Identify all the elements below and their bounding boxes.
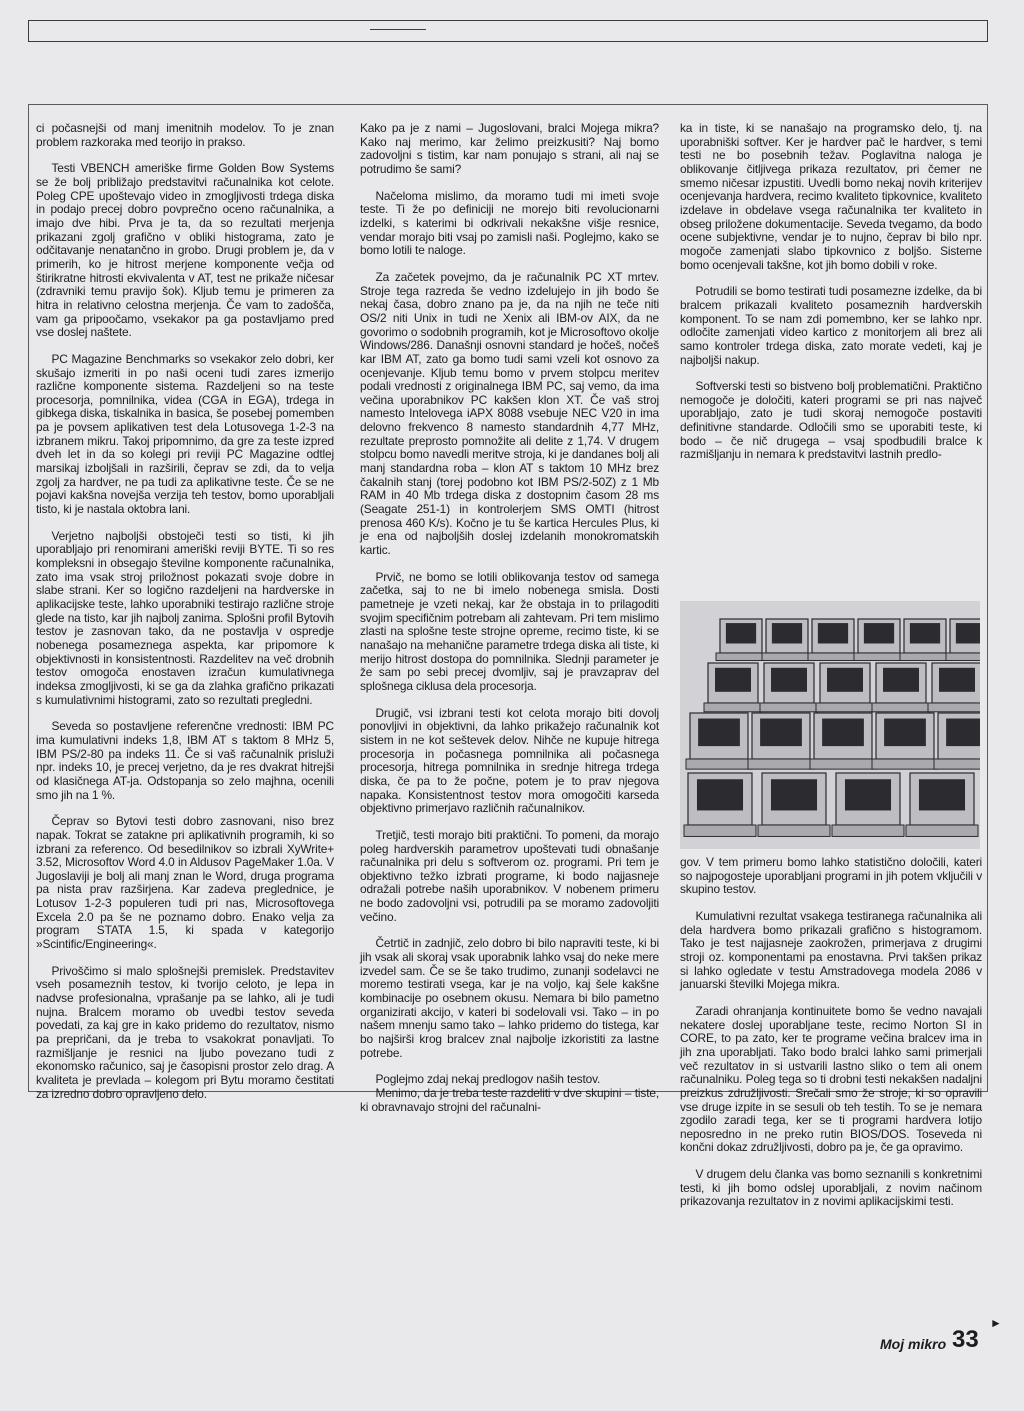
computers-photo-drawing: [680, 601, 980, 849]
paragraph: Načeloma mislimo, da moramo tudi mi imeti svoje teste. Ti že po definiciji ne morejo biti revolucionarni izdelki, s katerimi bi odkrivali nekakšne višje resnice, vendar morajo biti vsaj po zamisli naši. Poglejmo, kako se bomo lotili te naloge.: [360, 188, 659, 258]
monitor-screen: [771, 668, 807, 692]
paragraph: Verjetno najboljši obstoječi testi so tisti, ki jih uporabljajo pri renomirani ameriški reviji BYTE. Ti so res kompleksni in obsegajo številne komponente računalnika, zato ima vsak stroj priložnost pokazati svoje dobre in slabe strani. Ker so logično razdeljeni na hardverske in aplikacijske teste, lahko uporabniki testirajo različne stroje glede na tisto, kar jih najbolj zanima. Splošni profil Bytovih testov je zasnovan tako, da ne postavlja v ospredje nobenega posameznega aspekta, kar pripomore k objektivnosti in konsistentnosti. Razdelitev na več drobnih testov omogoča enostaven izračun kumulativnega indeksa zmogljivosti, ki se ga da zlahka grafično prikazati s kumulativnimi histogrami, zato so rezultati pregledni.: [36, 528, 334, 707]
system-unit: [906, 825, 978, 836]
system-unit: [716, 653, 766, 660]
paragraph: ci počasnejši od manj imenitnih modelov. To je znan problem razkoraka med teorijo in prakso.: [36, 121, 334, 149]
monitor-screen: [772, 623, 802, 643]
paragraph: ka in tiste, ki se nanašajo na programsko delo, tj. na uporabniški softver. Ker je hardver pač le hardver, s temi testi ne bo posebnih težav. Poglavitna naloga je oblikovanje čitljivega prikaza rezultatov, pri čemer ne smemo ničesar izpustiti. Uvedli bomo nekaj novih kriterijev ocenjevanja hardvera, recimo kvaliteto tipkovnice, kvaliteto izdelave in obdelave vsega računalnika ter kvaliteto in obseg priložene dokumentacije. Seveda tvegamo, da bodo ocene subjektivne, vendar je to nujno, čeprav bi bilo npr. mogoče zamenjati slabo tipkovnico z boljšo. Sisteme bomo ocenjevali takšne, kot jih bomo dobili v roke.: [680, 121, 982, 272]
page-number: 33: [952, 1326, 979, 1353]
paragraph: Drugič, vsi izbrani testi kot celota morajo biti dovolj ponovljivi in objektivni, da lahko prikažejo računalnik kot sistem in ne kot seštevek delov. Nihče ne kupuje hitrega procesorja in počasnega pomnilnika ali počasnega procesorja, hitrega pomnilnika in srednje hitrega trdega diska, če pa to že počne, potem je to prav njegova napaka. Konsistentnost testov mora omogočiti karseda objektivno primerjavo različnih računalnikov.: [360, 705, 659, 816]
system-unit: [946, 653, 980, 660]
header-box: [28, 20, 988, 42]
monitor-screen: [845, 779, 891, 810]
paragraph: Čeprav so Bytovi testi dobro zasnovani, niso brez napak. Tokrat se zatakne pri aplikativnih programih, ki so izbrani za referenco. Od besedilnikov so izbrali XyWrite+ 3.52, Microsoftov Word 4.0 in Aldusov PageMaker 1.0a. V Jugoslaviji je bolj ali manj znan le Word, druga programa pa nista prav razširjena. Kar zadeva preglednice, je Lotusov 1-2-3 populeren tudi pri nas, Microsoftovega Excela 2.0 pa še ne poznamo dobro. Enako velja za program STATA 1.5, ki spada v kategorijo »Scintific/Engineering«.: [36, 814, 334, 952]
system-unit: [762, 653, 812, 660]
monitor-screen: [827, 668, 863, 692]
monitor-screen: [956, 623, 980, 643]
system-unit: [810, 759, 876, 769]
monitor-screen: [818, 623, 848, 643]
monitor-screen: [939, 668, 975, 692]
system-unit: [854, 653, 904, 660]
monitor-screen: [864, 623, 894, 643]
monitor-screen: [715, 668, 751, 692]
system-unit: [686, 759, 752, 769]
paragraph: Testi VBENCH ameriške firme Golden Bow Systems se že bolj približajo predstavitvi računalnika kot celote. Poleg CPE upoštevajo video in zmogljivosti trdega diska in podajo precej dobro povprečno oceno računalnika, a imajo dve hibi. Prva je ta, da so rezultati merjenja prikazani zgolj grafično v obliki histograma, zato je odčitavanje nenatančno in grobo. Drugi problem je, da v primerih, ko je hitrost merjene komponente večja od štirikratne hitrosti ekvivalenta v AT, test ne prikaže ničesar (zdravniki temu pravijo šok). Kljub temu je primeren za hitra in relativno celostna merjenja. Če vam to zadošča, vam ga pripoočamo, vsekakor pa ga postavljamo pred vse doslej naštete.: [36, 161, 334, 340]
paragraph: gov. V tem primeru bomo lahko statistično določili, kateri so najpogosteje uporabljani programi in jih potem vključili v skupino testov.: [680, 855, 982, 897]
system-unit: [816, 703, 874, 712]
monitor-screen: [910, 623, 940, 643]
paragraph: Prvič, ne bomo se lotili oblikovanja testov od samega začetka, saj to ne bi imelo nobenega smisla. Dosti pametneje je vzeti nekaj, kar že obstaja in to prilagoditi svojim specifičnim potrebam ali zahtevam. Pri tem mislimo zlasti na splošne teste strojne opreme, recimo tiste, ki se nanašajo na mehanične parametre trdega diska ali tiste, ki merijo hitrost dostopa do pomnilnika. Slednji parameter je že sam po sebi precej dvomljiv, saj je pravzaprav del splošnega ciklusa dela procesorja.: [360, 569, 659, 693]
paragraph: Menimo, da je treba teste razdeliti v dve skupini – tiste, ki obravnavajo strojni del računalni-: [360, 1086, 659, 1114]
paragraph: Potrudili se bomo testirati tudi posamezne izdelke, da bi bralcem prikazali kvaliteto posameznih hardverskih komponent. To se nam zdi pomembno, ker se lahko npr. odločite zamenjati video kartico z monitorjem ali brez ali samo kontroler trdega diska, zato morate vedeti, kaj je najboljši nakup.: [680, 284, 982, 367]
paragraph: V drugem delu članka vas bomo seznanili s konkretnimi testi, ki jih bomo odslej uporabljali, z novim načinom prikazovanja rezultatov in z novimi aplikacijskimi testi.: [680, 1167, 982, 1209]
paragraph: Kumulativni rezultat vsakega testiranega računalnika ali dela hardvera bomo prikazali grafično s histogramom. Tako je test najjasneje zaokrožen, primerjava z drugimi stroji oz. komponentami pa enostavna. Prvi takšen prikaz si lahko ogledate v testu Amstradovega modela 2086 v januarski številki Mojega mikra.: [680, 908, 982, 992]
monitor-screen: [771, 779, 817, 810]
monitor-screen: [883, 668, 919, 692]
continue-arrow-icon: ►: [990, 1316, 1002, 1330]
monitor-screen: [760, 719, 802, 747]
system-unit: [704, 703, 762, 712]
paragraph: Tretjič, testi morajo biti praktični. To pomeni, da morajo poleg hardverskih parametrov upoštevati tudi obnašanje računalnika pri delu s softverom oz. programi. Pri tem je objektivno težko izbrati programe, ki bodo najjasneje odražali potrebe naših uporabnikov. V nobenem primeru ne bodo zadovoljni vsi, potrudili pa se moramo zadovoljiti večino.: [360, 827, 659, 924]
system-unit: [900, 653, 950, 660]
system-unit: [808, 653, 858, 660]
paragraph: Za začetek povejmo, da je računalnik PC XT mrtev. Stroje tega razreda še vedno izdelujejo in jih bodo še nekaj časa, dobro znano pa je, da na njih ne teče niti OS/2 niti Unix in tudi ne Xenix ali IBM-ov AIX, da ne govorimo o sodobnih programih, kot je Microsoftovo okolje Windows/286. Današnji osnovni standard je hočeš, nočeš kar IBM AT, zato ga bomo tudi sami vzeli kot osnovo za ocenjevanje. Kljub temu bomo v prvem stolpcu meritev podali vrednosti z originalnega IBM PC, saj vemo, da ima večina uporabnikov PC kakšen klon XT. Če vaš stroj namesto Intelovega iAPX 8088 vsebuje NEC V20 in ima delovno frekvenco 8 namesto standardnih 4,77 MHz, rezultate preprosto pomnožite ali delite z 1,74. V drugem stolpcu bomo navedli meritve stroja, ki je dandanes bolj ali manj standardna roba – klon AT s taktom 10 MHz brez čakalnih stanj (torej podobno kot IBM PS/2-50Z) z 1 Mb RAM in 40 Mb trdega diska z dostopnim časom 28 ms (Seagate 251-1) in kontrolerjem SMS OMTI (hitrost prenosa 460 K/s). Kočno je tu še kartica Hercules Plus, ki je ena od najboljših doslej izdelanih monokromatskih kartic.: [360, 269, 659, 558]
column-1: [36, 122, 334, 1114]
header-rule: [370, 29, 426, 30]
paragraph: Zaradi ohranjanja kontinuitete bomo še vedno navajali nekatere doslej uporabljane teste, recimo Norton SI in CORE, to pa zato, ker te programe večina bralcev ima in jih zna uporabljati. Tako bodo bralci lahko sami primerjali več rezultatov in si ustvarili lastno sliko o tem ali onem računalniku. Poleg tega so ti drobni testi nekakšen nadaljni preizkus združljivosti. Srečali smo že stroje, ki so opravili vse druge izpite in se sesuli ob teh testih. To se je nemara zgodilo zaradi tega, ker se ti programi hardvera lotijo neposredno in ne preko rutin BIOS/DOS. Toseveda ni končni dokaz združljivosti, dobro pa je, če ga opravimo.: [680, 1003, 982, 1155]
system-unit: [934, 759, 980, 769]
paragraph: Kako pa je z nami – Jugoslovani, bralci Mojega mikra? Kako naj merimo, kar želimo preizkusiti? Naj bomo zadovoljni s tistim, kar nam ponujajo s strani, ali naj se potrudimo še sami?: [360, 121, 659, 176]
system-unit: [748, 759, 814, 769]
magazine-name: Moj mikro: [880, 1336, 947, 1352]
computers-photo: [680, 601, 980, 849]
monitor-screen: [697, 779, 743, 810]
monitor-screen: [822, 719, 864, 747]
system-unit: [760, 703, 818, 712]
column-2: [360, 122, 659, 1127]
system-unit: [872, 703, 930, 712]
system-unit: [872, 759, 938, 769]
monitor-screen: [946, 719, 980, 747]
monitor-screen: [698, 719, 740, 747]
system-unit: [832, 825, 904, 836]
monitor-screen: [919, 779, 965, 810]
system-unit: [684, 825, 756, 836]
monitor-screen: [884, 719, 926, 747]
paragraph: Softverski testi so bistveno bolj problematični. Praktično nemogoče je določiti, kateri programi se pri nas največ uporabljajo, zato je tudi skoraj nemogoče postaviti definitivne standarde. Odločili smo se uporabiti teste, ki bodo – če nič drugega – vsaj spodbudili bralce k razmišljanju in nemara k predstavitvi lastnih predlo-: [680, 379, 982, 462]
system-unit: [758, 825, 830, 836]
paragraph: Privoščimo si malo splošnejši premislek. Predstavitev vseh posameznih testov, ki tvorijo celoto, je lepa in nadvse profesionalna, vprašanje pa se lahko, ali je tudi nujna. Bralcem moramo ob uvedbi testov seveda povedati, za kaj gre in kako pridemo do rezultatov, nismo pa prepričani, da je treba to vsakokrat ponavljati. To razmišljanje je resnici na ljubo povezano tudi z ekonomsko računico, saj je časopisni prostor zelo drag. A kvaliteta je prevlada – kolegom pri Bytu moramo čestitati za izredno dobro opravljeno delo.: [36, 963, 334, 1101]
paragraph: Poglejmo zdaj nekaj predlogov naših testov.: [375, 1072, 601, 1087]
paragraph: Seveda so postavljene referenčne vrednosti: IBM PC ima kumulativni indeks 1,8, IBM AT s taktom 8 MHz 5, IBM PS/2-80 pa indeks 11. Če si vaš računalnik prisluži npr. indeks 10, je precej verjetno, da je res dvakrat hitrejši od klasičnega AT-ja. Odstopanja so zelo majhna, ocenili smo jih na 1 %.: [36, 719, 334, 802]
column-3-bottom: [680, 856, 982, 1222]
column-3-top: [680, 122, 982, 475]
paragraph: Četrtič in zadnjič, zelo dobro bi bilo napraviti teste, ki bi jih vsak ali skoraj vsak uporabnik lahko vsaj do neke mere izvedel sam. Če se še tako trudimo, zunanji sodelavci ne moremo testirati vsega, kar je na voljo, kaj šele kakšne kombinacije po osebnem okusu. Nemara bi bilo pametno organizirati akcijo, v kateri bi sodelovali vsi. Tako – in po našem mnenju samo tako – lahko pridemo do tistega, kar bo najširši krog bralcev znal najbolje izkoristiti za lastne potrebe.: [360, 936, 659, 1060]
paragraph: PC Magazine Benchmarks so vsekakor zelo dobri, ker skušajo izmeriti in po naši oceni tudi zares izmerijo različne komponente sistema. Razdeljeni so na teste procesorja, pomnilnika, videa (CGA in EGA), trdega in gibkega diska, tiskalnika in basica, še posebej pomemben pa je povsem aplikativen test dela Lotusovega 1-2-3 na izbranem mikru. Takoj pripomnimo, da gre za teste izpred dveh let in da so kolegi pri reviji PC Magazine odtlej marsikaj izboljšali in razširili, čeprav se zdi, da to velja zgolj za hardver, ne pa tudi za aplikativne teste. Če se ne pojavi kakšna novejša verzija teh testov, bomo uporabljali tisto, ki je nastala oktobra lani.: [36, 351, 334, 517]
system-unit: [928, 703, 980, 712]
monitor-screen: [726, 623, 756, 643]
